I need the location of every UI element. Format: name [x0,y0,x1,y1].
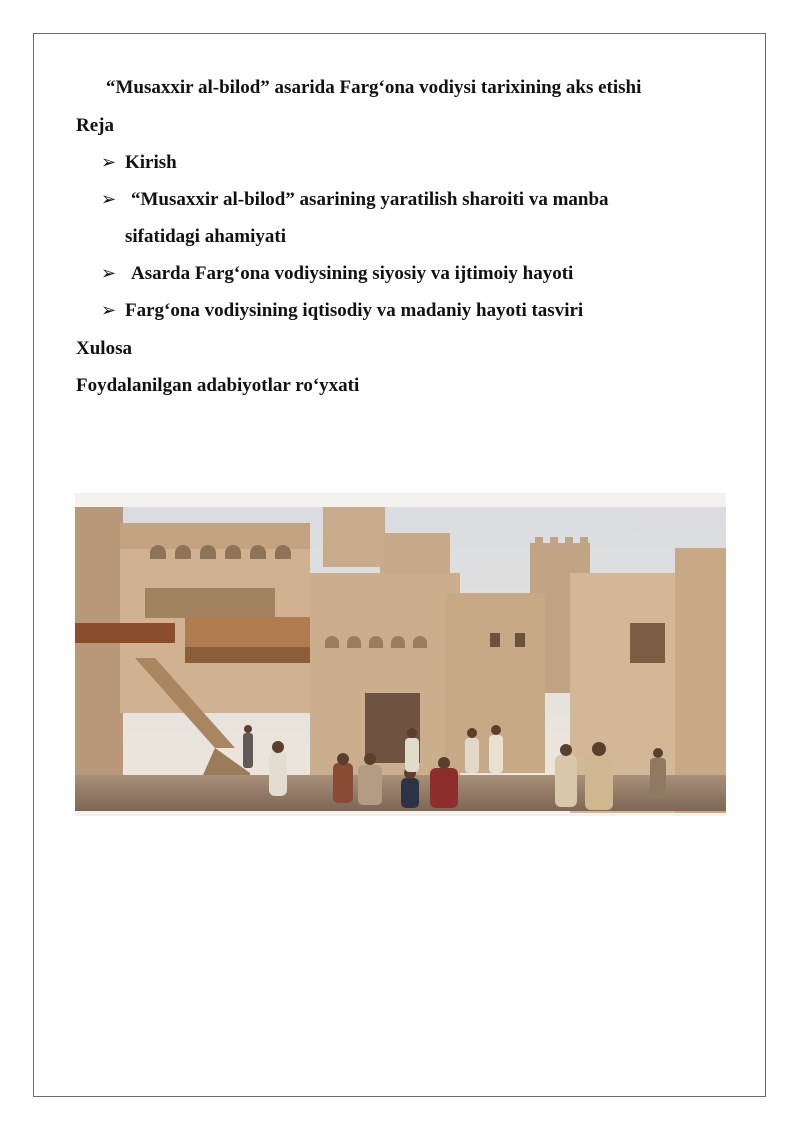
plan-item-2-line-1: “Musaxxir al-bilod” asarining yaratilish sharoiti va manba [131,189,609,210]
historic-town-illustration [75,493,726,816]
arrowhead-bullet-icon: ➢ [101,263,117,283]
arrowhead-bullet-icon: ➢ [101,152,117,172]
arrowhead-bullet-icon: ➢ [101,189,117,209]
document-title: “Musaxxir al-bilod” asarida Farg‘ona vodiysi tarixining aks etishi [106,77,642,98]
plan-item-4: Farg‘ona vodiysining iqtisodiy va madaniy hayoti tasviri [125,300,584,321]
arrowhead-bullet-icon: ➢ [101,300,117,320]
conclusion-heading: Xulosa [76,338,132,359]
plan-item-1: Kirish [125,152,177,173]
references-heading: Foydalanilgan adabiyotlar ro‘yxati [76,375,360,396]
plan-item-2-line-2: sifatidagi ahamiyati [125,226,286,247]
plan-item-3: Asarda Farg‘ona vodiysining siyosiy va ijtimoiy hayoti [131,263,574,284]
plan-heading: Reja [76,115,114,136]
